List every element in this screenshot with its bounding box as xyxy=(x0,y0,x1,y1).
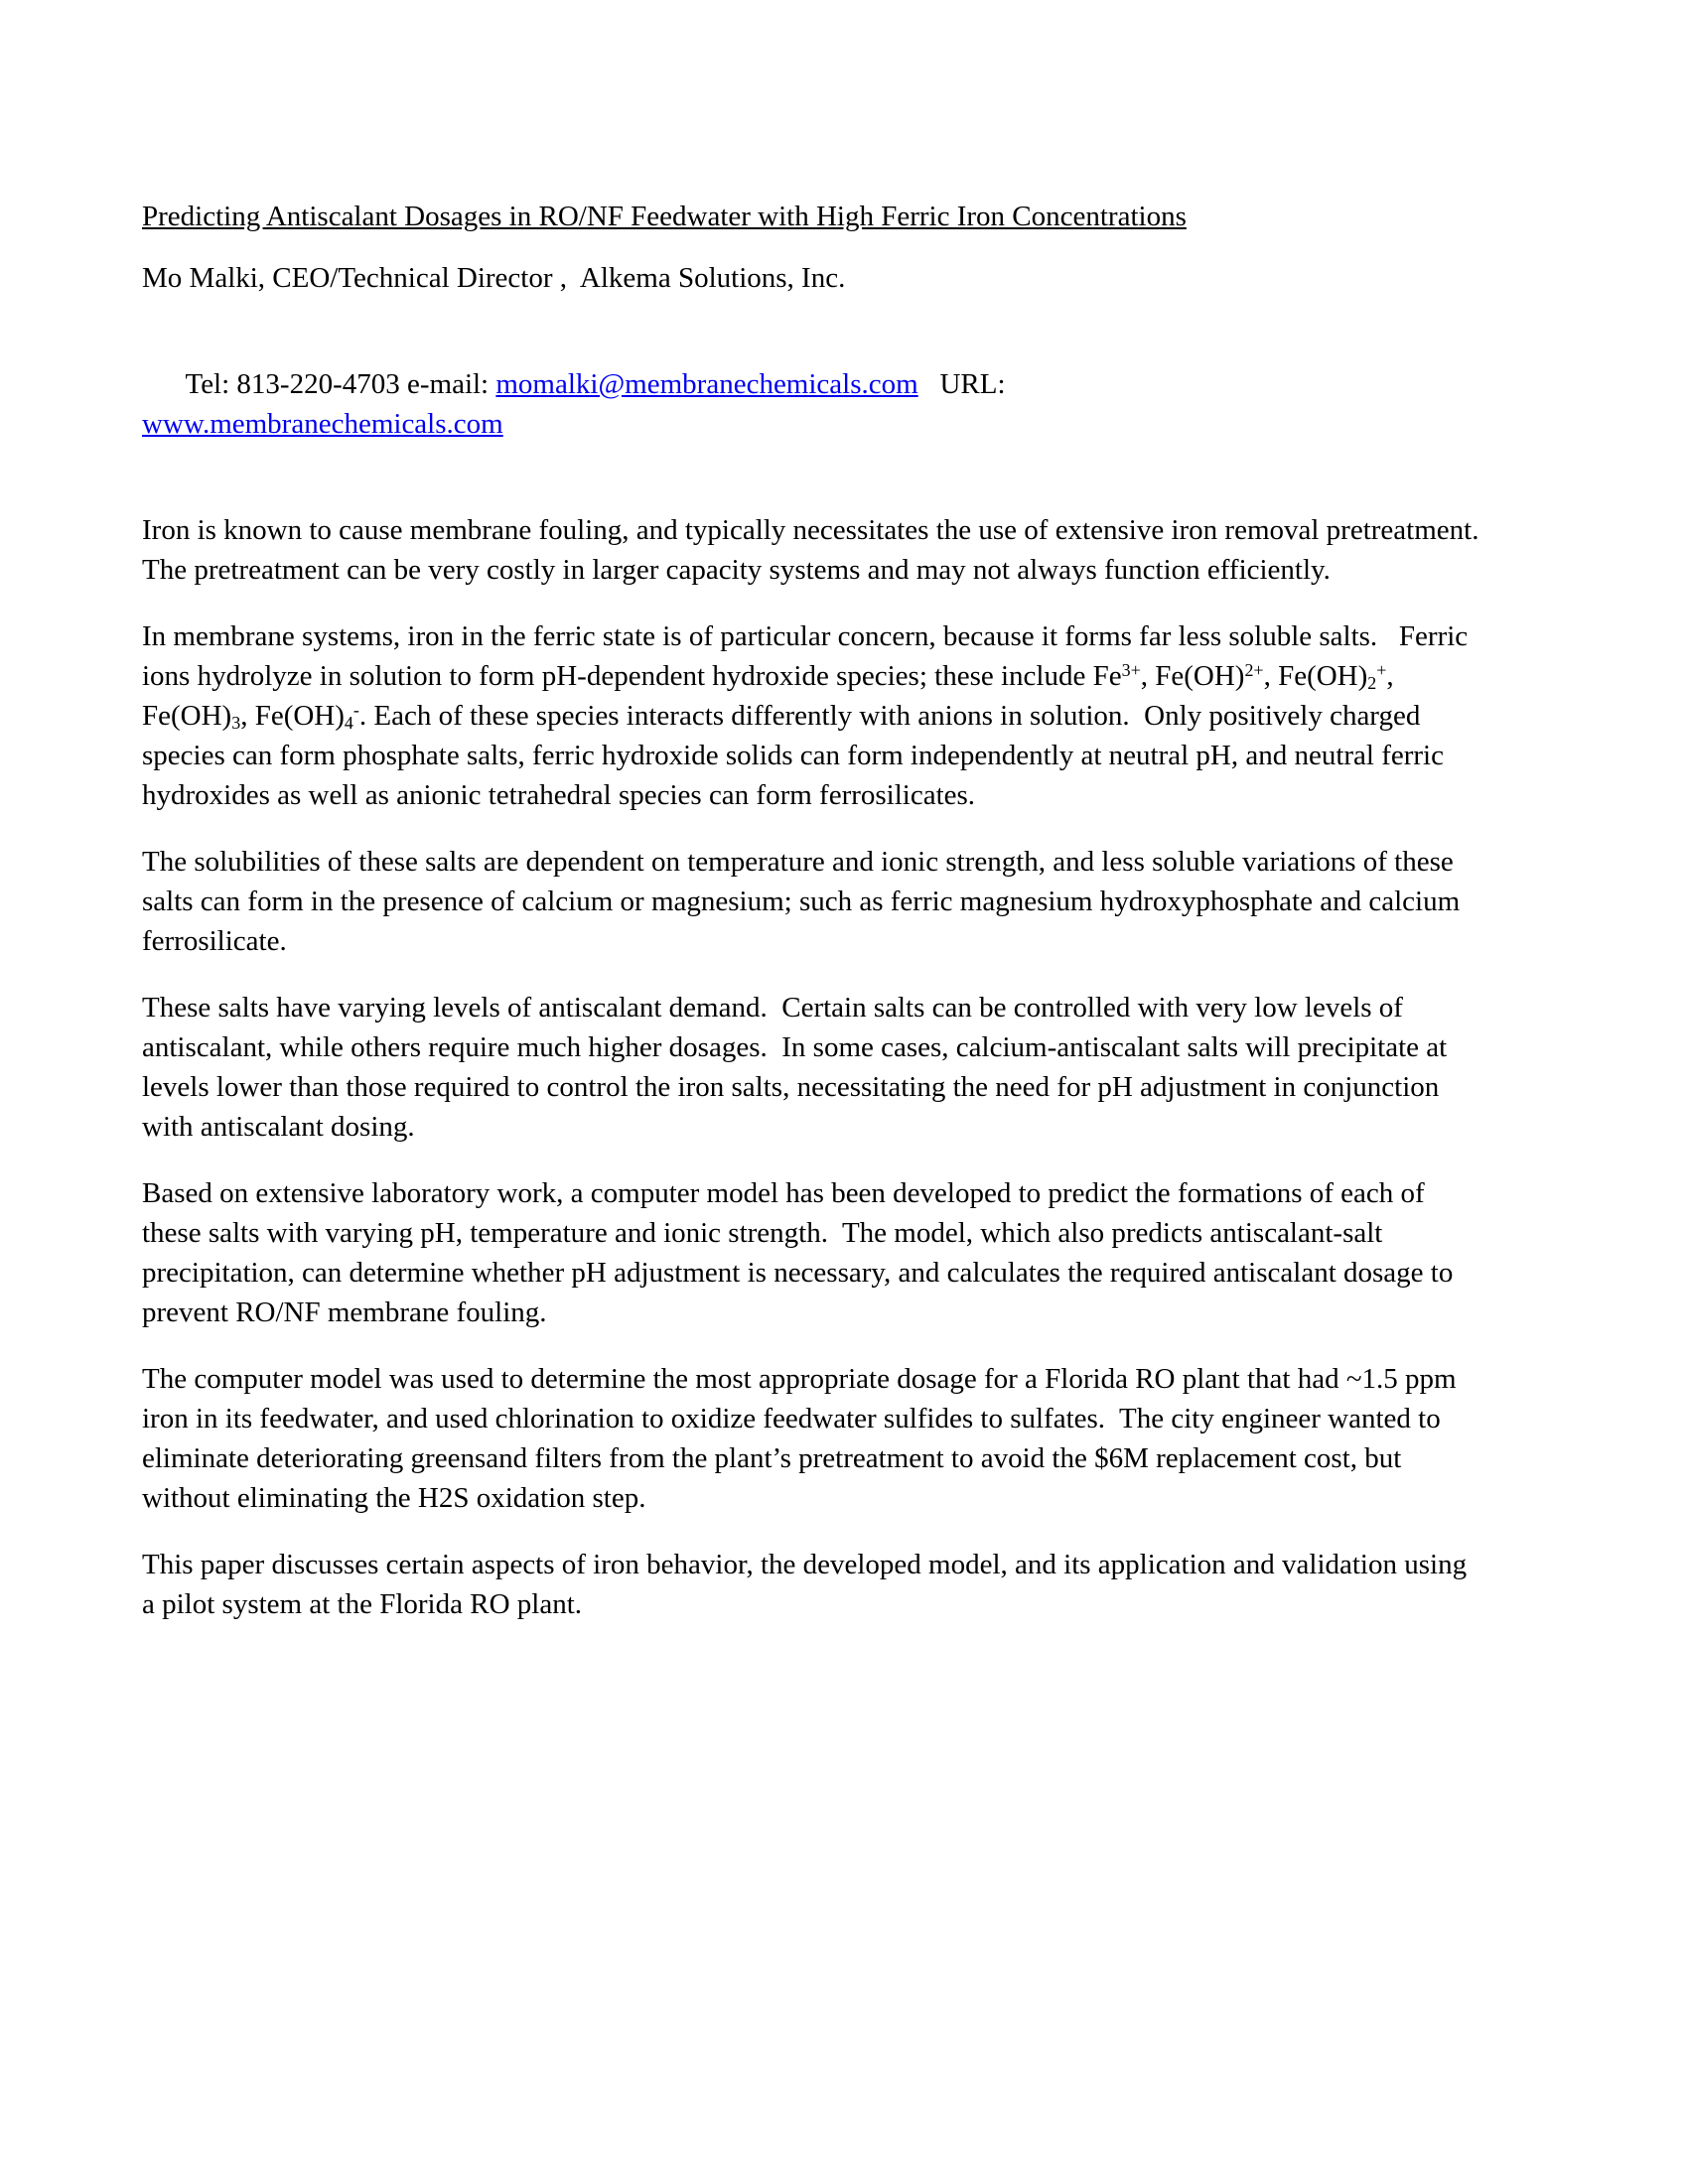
text-run: Based on extensive laboratory work, a computer model has been developed to predict the formations of each of these salts with varying pH, temperature and ionic strength. The model, which also predicts antiscalant-salt precipitation, can determine whether pH adjustment is necessary, and calculates the required antiscalant dosage to prevent RO/NF membrane fouling. xyxy=(142,1177,1461,1328)
paragraph xyxy=(142,1545,1484,1624)
formula-sub: 2 xyxy=(1367,672,1377,693)
text-run: , Fe(OH) xyxy=(240,700,345,732)
text-run: The solubilities of these salts are dependent on temperature and ionic strength, and less soluble variations of these salts can form in the presence of calcium or magnesium; such as ferric magnesium hydroxyphosphate and calcium ferrosilicate. xyxy=(142,846,1468,957)
paragraph xyxy=(142,616,1484,815)
text-run: , Fe(OH) xyxy=(1263,660,1368,692)
paragraph xyxy=(142,510,1493,590)
paragraph xyxy=(142,842,1484,961)
contact-url-label: URL: xyxy=(917,368,1013,400)
formula-sup: - xyxy=(352,700,359,721)
document-body xyxy=(142,510,1493,1624)
formula-sub: 4 xyxy=(344,712,353,733)
email-link[interactable]: momalki@membranechemicals.com xyxy=(495,368,918,400)
contact-line xyxy=(142,325,1484,483)
text-run: This paper discusses certain aspects of iron behavior, the developed model, and its application and validation using a pilot system at the Florida RO plant. xyxy=(142,1549,1475,1620)
paragraph xyxy=(142,988,1484,1147)
contact-prefix: Tel: 813-220-4703 e-mail: xyxy=(185,368,496,400)
formula-sub: 3 xyxy=(231,712,241,733)
text-run: , Fe(OH) xyxy=(142,660,1401,732)
website-link[interactable]: www.membranechemicals.com xyxy=(142,408,503,440)
text-run: , Fe(OH) xyxy=(1140,660,1245,692)
formula-sup: 3+ xyxy=(1121,660,1141,681)
paragraph xyxy=(142,1359,1484,1518)
formula-sup: + xyxy=(1376,660,1387,681)
text-run: These salts have varying levels of antiscalant demand. Certain salts can be controlled with very low levels of antiscalant, while others require much higher dosages. In some cases, calcium-antiscalant salts will precipitate at levels lower than those required to control the iron salts, necessitating the need for pH adjustment in conjunction with antiscalant dosing. xyxy=(142,992,1455,1143)
text-run: The computer model was used to determine the most appropriate dosage for a Florida RO plant that had ~1.5 ppm iron in its feedwater, and used chlorination to oxidize feedwater sulfides to sulfates. The city engineer wanted to eliminate deteriorating greensand filters from the plant’s pretreatment to avoid the $6M replacement cost, but without eliminating the H2S oxidation step. xyxy=(142,1363,1464,1514)
text-run: . Each of these species interacts differently with anions in solution. Only positively charged species can form phosphate salts, ferric hydroxide solids can form independently at neutral pH, and neutral ferric hydroxides as well as anionic tetrahedral species can form ferrosilicates. xyxy=(142,700,1452,811)
text-run: In membrane systems, iron in the ferric state is of particular concern, because it forms far less soluble salts. Ferric ions hydrolyze in solution to form pH-dependent hydroxide species; these include Fe xyxy=(142,620,1476,692)
paragraph xyxy=(142,1173,1484,1332)
author-line: Mo Malki, CEO/Technical Director , Alkema Solutions, Inc. xyxy=(142,262,846,294)
document-content xyxy=(142,197,1493,1651)
formula-sup: 2+ xyxy=(1244,660,1264,681)
document-title: Predicting Antiscalant Dosages in RO/NF Feedwater with High Ferric Iron Concentrations xyxy=(142,201,1187,232)
text-run: Iron is known to cause membrane fouling, and typically necessitates the use of extensive iron removal pretreatment. The pretreatment can be very costly in larger capacity systems and may not always function efficiently. xyxy=(142,514,1493,586)
